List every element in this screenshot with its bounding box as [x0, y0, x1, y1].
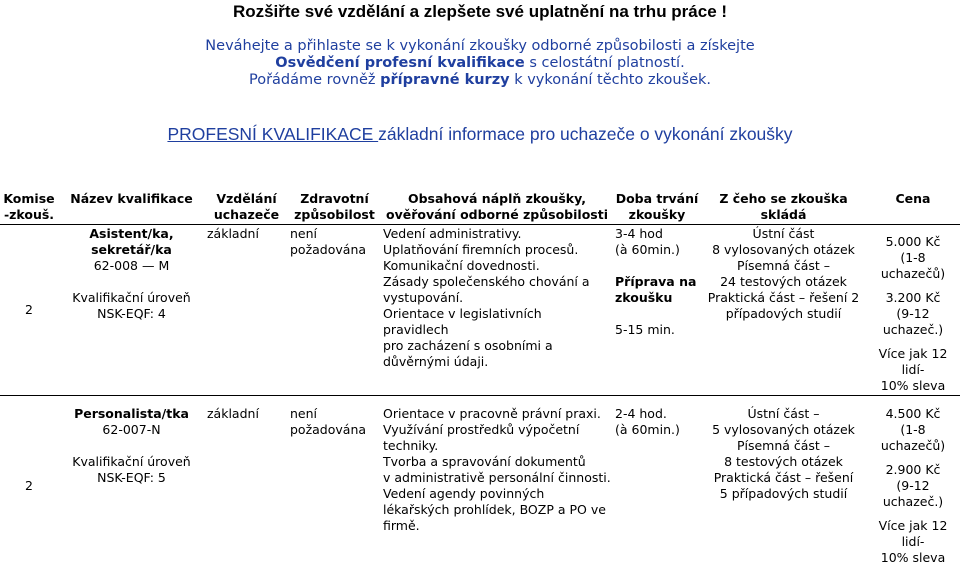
intro-line-2-bold: Osvědčení profesní kvalifikace: [275, 55, 524, 71]
sklada-line: 5 vylosovaných otázek: [703, 422, 864, 438]
sklada-line: 8 testových otázek: [703, 454, 864, 470]
doba-cell: [613, 396, 701, 567]
cena-line: Více jak 12 lidí-: [868, 518, 958, 550]
cena-line: 5.000 Kč: [868, 234, 958, 250]
cena-line: (9-12 uchazeč.): [868, 478, 958, 510]
intro-line-3: [0, 72, 960, 88]
intro-line-3-rest: k vykonání těchto zkoušek.: [510, 72, 711, 88]
table-row: [0, 396, 960, 567]
section-title: [0, 124, 960, 145]
obsah-line: techniky.: [383, 438, 611, 454]
cena-line: 4.500 Kč: [868, 406, 958, 422]
prep-line: Příprava na: [615, 274, 699, 290]
vzdelani-cell: základní: [205, 225, 288, 396]
level-line: NSK-EQF: 5: [60, 470, 203, 486]
komise-cell: 2: [0, 396, 58, 567]
obsah-line: vystupování.: [383, 290, 611, 306]
doba-line: (à 60min.): [615, 242, 699, 258]
intro-line-1: Neváhejte a přihlaste se k vykonání zkoušky odborné způsobilosti a získejte: [0, 38, 960, 54]
obsah-line: v administrativě personální činnosti.: [383, 470, 611, 486]
zdravotni-cell: [288, 396, 381, 567]
obsah-line: Orientace v pracovně právní praxi.: [383, 406, 611, 422]
cena-line: 3.200 Kč: [868, 290, 958, 306]
sklada-line: Ústní část –: [703, 406, 864, 422]
name-line: Personalista/tka: [60, 406, 203, 422]
obsah-line: firmě.: [383, 518, 611, 534]
name-line: sekretář/ka: [60, 242, 203, 258]
obsah-line: Orientace v legislativních pravidlech: [383, 306, 611, 338]
obsah-line: Komunikační dovednosti.: [383, 258, 611, 274]
zdravotni-cell: [288, 225, 381, 396]
col-header-sklada: Z čeho se zkouška skládá: [701, 190, 866, 225]
zdravotni-line: požadována: [290, 422, 379, 438]
headline: Rozšiřte své vzdělání a zlepšete své uplatnění na trhu práce !: [0, 2, 960, 22]
obsah-line: Uplatňování firemních procesů.: [383, 242, 611, 258]
sklada-line: Písemná část –: [703, 438, 864, 454]
code: 62-008 — M: [60, 258, 203, 274]
code: 62-007-N: [60, 422, 203, 438]
zdravotni-line: není: [290, 406, 379, 422]
obsah-line: Využívání prostředků výpočetní: [383, 422, 611, 438]
vzdelani-cell: základní: [205, 396, 288, 567]
col-header-nazev: Název kvalifikace: [58, 190, 205, 225]
cena-line: (1-8 uchazečů): [868, 422, 958, 454]
obsah-line: důvěrnými údaji.: [383, 354, 611, 370]
obsah-line: pro zacházení s osobními a: [383, 338, 611, 354]
cena-line: 10% sleva: [868, 378, 958, 394]
sklada-cell: [701, 396, 866, 567]
intro-line-2-rest: s celostátní platností.: [525, 55, 685, 71]
intro-line-3-bold: přípravné kurzy: [380, 72, 509, 88]
sklada-line: 8 vylosovaných otázek: [703, 242, 864, 258]
name-line: Asistent/ka,: [60, 226, 203, 242]
doba-line: (à 60min.): [615, 422, 699, 438]
prep-time: 5-15 min.: [615, 322, 699, 338]
cena-cell: [866, 225, 960, 396]
sklada-line: Ústní část: [703, 226, 864, 242]
doba-line: 2-4 hod.: [615, 406, 699, 422]
zdravotni-line: požadována: [290, 242, 379, 258]
cena-line: (9-12 uchazeč.): [868, 306, 958, 338]
cena-cell: [866, 396, 960, 567]
col-header-zdravotni: Zdravotní způsobilost: [288, 190, 381, 225]
obsah-line: Tvorba a spravování dokumentů: [383, 454, 611, 470]
intro-line-3-pre: Pořádáme rovněž: [249, 72, 380, 88]
level-line: Kvalifikační úroveň: [60, 290, 203, 306]
cena-line: Více jak 12 lidí-: [868, 346, 958, 378]
obsah-line: Vedení agendy povinných: [383, 486, 611, 502]
intro-line-2: [0, 55, 960, 71]
cena-line: (1-8 uchazečů): [868, 250, 958, 282]
obsah-line: Zásady společenského chování a: [383, 274, 611, 290]
sklada-line: Praktická část – řešení: [703, 470, 864, 486]
sklada-line: 24 testových otázek: [703, 274, 864, 290]
name-cell: [58, 396, 205, 567]
col-header-doba: Doba trvání zkoušky: [613, 190, 701, 225]
level-line: NSK-EQF: 4: [60, 306, 203, 322]
section-title-underlined: PROFESNÍ KVALIFIKACE: [167, 124, 378, 144]
sklada-cell: [701, 225, 866, 396]
table-row: [0, 225, 960, 396]
obsah-cell: [381, 225, 613, 396]
sklada-line: 5 případových studií: [703, 486, 864, 502]
col-header-obsah: Obsahová náplň zkoušky, ověřování odborné způsobilosti: [381, 190, 613, 225]
table-header-row: [0, 190, 960, 225]
col-header-vzdelani: Vzdělání uchazeče: [205, 190, 288, 225]
obsah-line: lékařských prohlídek, BOZP a PO ve: [383, 502, 611, 518]
obsah-cell: [381, 396, 613, 567]
zdravotni-line: není: [290, 226, 379, 242]
obsah-line: Vedení administrativy.: [383, 226, 611, 242]
sklada-line: Písemná část –: [703, 258, 864, 274]
sklada-line: Praktická část – řešení 2: [703, 290, 864, 306]
komise-cell: 2: [0, 225, 58, 396]
col-header-komise: Komise -zkouš.: [0, 190, 58, 225]
cena-line: 10% sleva: [868, 550, 958, 566]
doba-line: 3-4 hod: [615, 226, 699, 242]
col-header-cena: Cena: [866, 190, 960, 225]
level-line: Kvalifikační úroveň: [60, 454, 203, 470]
prep-line: zkoušku: [615, 290, 699, 306]
cena-line: 2.900 Kč: [868, 462, 958, 478]
doba-cell: [613, 225, 701, 396]
qualification-table: [0, 190, 960, 567]
name-cell: [58, 225, 205, 396]
sklada-line: případových studií: [703, 306, 864, 322]
section-title-rest: základní informace pro uchazeče o vykonání zkoušky: [378, 124, 792, 144]
